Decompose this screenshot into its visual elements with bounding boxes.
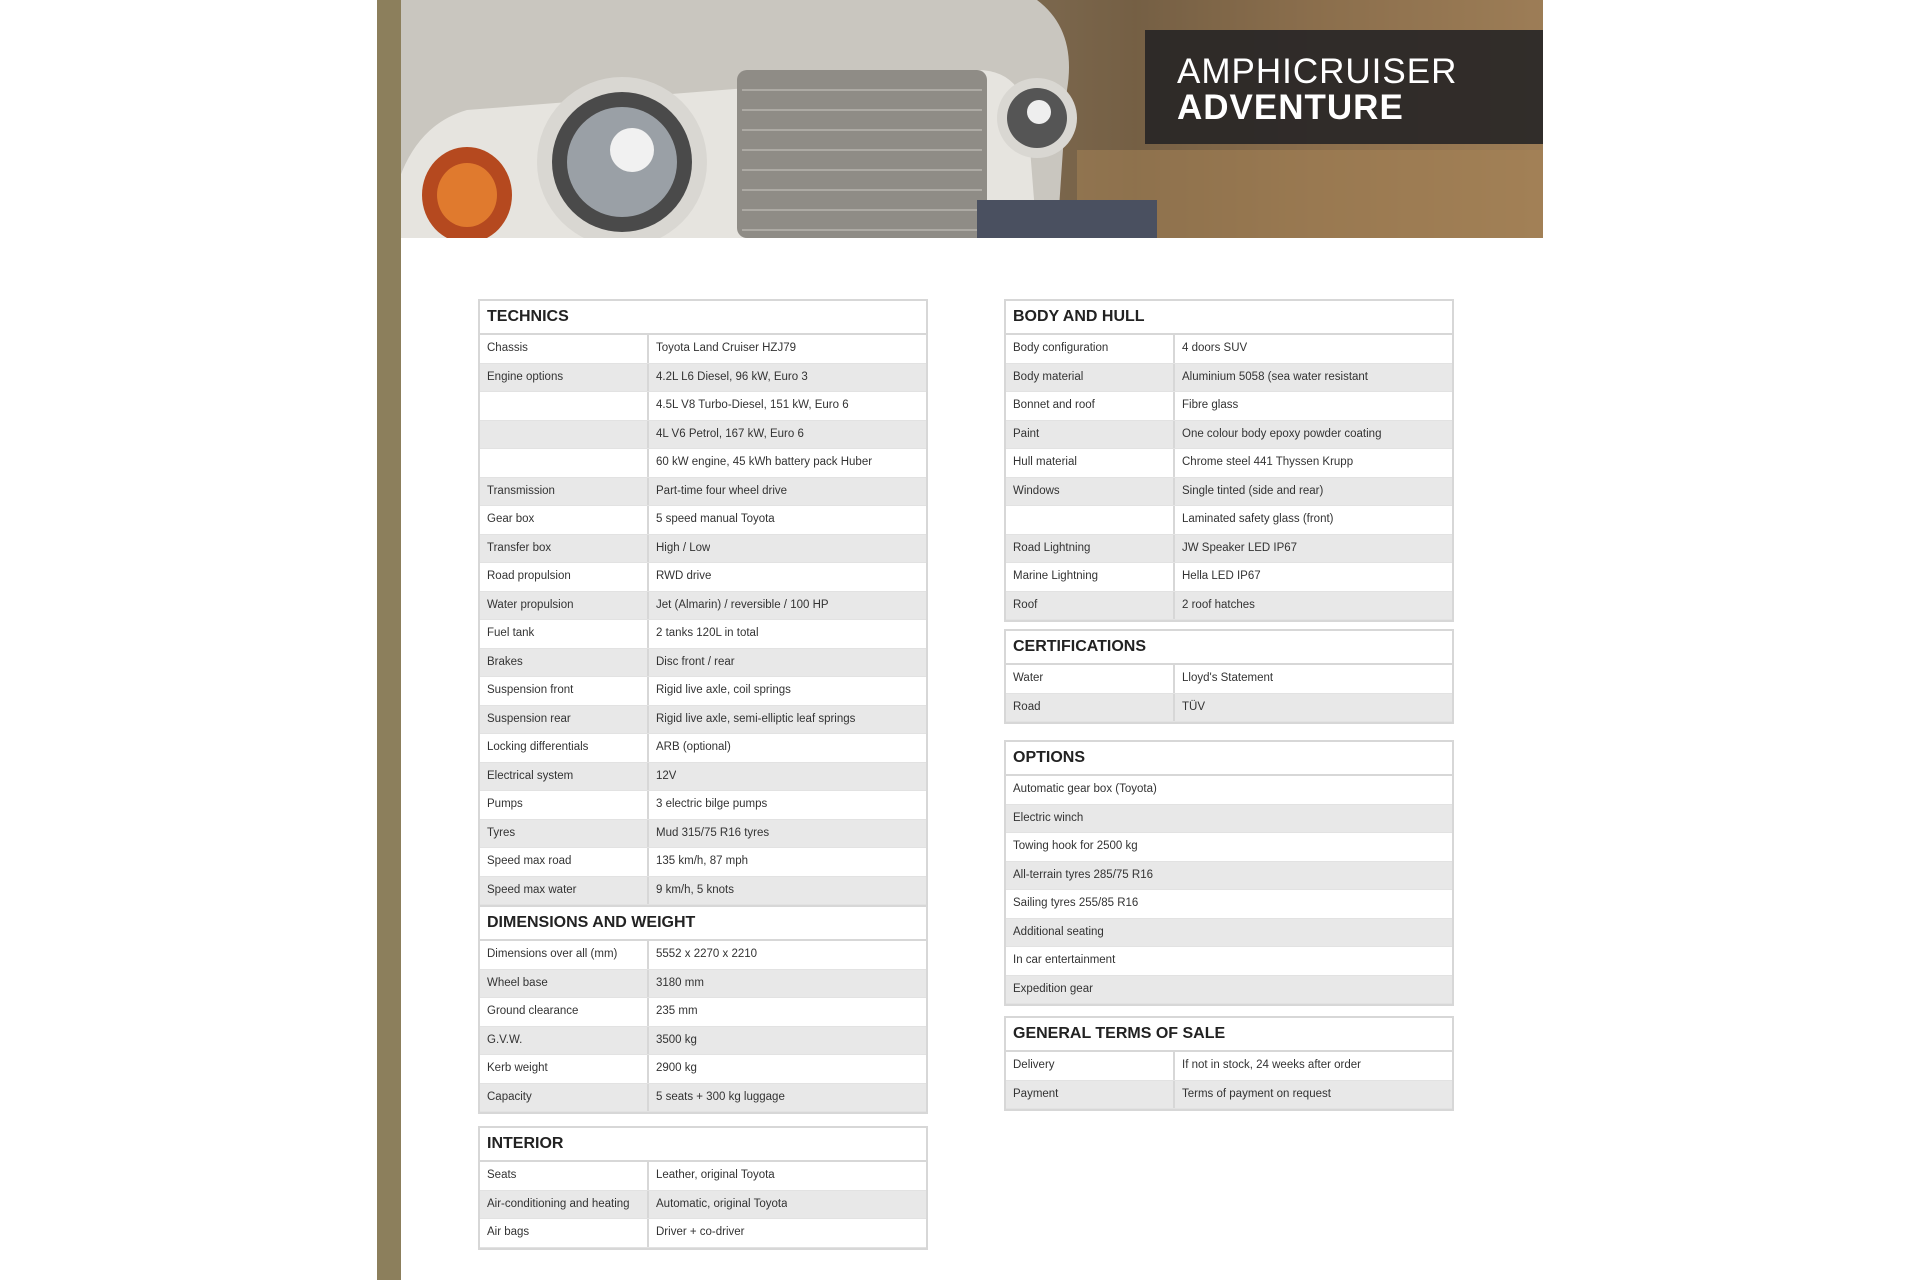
hero-image — [377, 0, 1543, 238]
row-value: Hella LED IP67 — [1182, 570, 1261, 582]
row-value: ARB (optional) — [656, 741, 731, 753]
table-row — [480, 449, 926, 478]
option-label: Electric winch — [1013, 811, 1084, 824]
row-label: Speed max road — [480, 848, 649, 876]
row-label: Transmission — [480, 478, 649, 506]
table-row — [1006, 1081, 1452, 1110]
table-row — [480, 1027, 926, 1056]
title-line-2: ADVENTURE — [1177, 88, 1404, 127]
table-row — [480, 763, 926, 792]
table-row — [1006, 364, 1452, 393]
section-heading: OPTIONS — [1006, 742, 1452, 776]
row-value: Terms of payment on request — [1182, 1087, 1331, 1100]
spec-page — [377, 0, 1543, 1280]
table-row — [1006, 1052, 1452, 1081]
table-row — [480, 1191, 926, 1220]
option-label: Automatic gear box (Toyota) — [1013, 783, 1157, 795]
row-value: 2 roof hatches — [1182, 598, 1255, 611]
row-label: Transfer box — [480, 535, 649, 563]
row-label: Locking differentials — [480, 734, 649, 762]
row-label: Capacity — [480, 1084, 649, 1112]
table-row — [480, 335, 926, 364]
row-value: Aluminium 5058 (sea water resistant — [1182, 370, 1368, 383]
row-value: 5 seats + 300 kg luggage — [656, 1090, 785, 1103]
table-row — [480, 563, 926, 592]
row-value: JW Speaker LED IP67 — [1182, 541, 1298, 554]
row-value: 235 mm — [656, 1005, 698, 1017]
technics-rows — [480, 335, 926, 905]
row-label: Water propulsion — [480, 592, 649, 620]
row-value: 12V — [656, 769, 677, 782]
interior-rows — [480, 1162, 926, 1248]
row-label: Payment — [1006, 1081, 1175, 1109]
row-label — [480, 449, 649, 477]
table-row — [480, 1162, 926, 1191]
row-value: 3500 kg — [656, 1033, 697, 1046]
table-row — [480, 649, 926, 678]
table-row — [480, 392, 926, 421]
list-item — [1006, 890, 1452, 919]
row-value: 2 tanks 120L in total — [656, 627, 759, 639]
row-label: G.V.W. — [480, 1027, 649, 1055]
table-row — [480, 706, 926, 735]
row-label: Roof — [1006, 592, 1175, 620]
row-label: Dimensions over all (mm) — [480, 941, 649, 969]
options-rows — [1006, 776, 1452, 1004]
table-row — [480, 506, 926, 535]
dimensions-rows — [480, 941, 926, 1112]
table-row — [480, 734, 926, 763]
section-interior — [478, 1126, 928, 1250]
row-label: Chassis — [480, 335, 649, 363]
row-value: 4 doors SUV — [1182, 342, 1248, 354]
row-value: Rigid live axle, coil springs — [656, 684, 791, 696]
row-value: Chrome steel 441 Thyssen Krupp — [1182, 456, 1354, 468]
list-item — [1006, 862, 1452, 891]
row-value: RWD drive — [656, 570, 712, 582]
list-item — [1006, 776, 1452, 805]
certifications-rows — [1006, 665, 1452, 722]
section-options — [1004, 740, 1454, 1006]
section-heading: GENERAL TERMS OF SALE — [1006, 1018, 1452, 1052]
row-label: Suspension rear — [480, 706, 649, 734]
section-certifications — [1004, 629, 1454, 724]
row-value: 60 kW engine, 45 kWh battery pack Huber — [656, 456, 873, 468]
table-row — [1006, 449, 1452, 478]
row-value: Laminated safety glass (front) — [1182, 513, 1334, 525]
list-item — [1006, 833, 1452, 862]
row-label: Gear box — [480, 506, 649, 534]
option-label: Expedition gear — [1013, 982, 1093, 995]
list-item — [1006, 947, 1452, 976]
table-row — [1006, 335, 1452, 364]
row-label — [1006, 506, 1175, 534]
list-item — [1006, 805, 1452, 834]
row-label: Suspension front — [480, 677, 649, 705]
row-value: Rigid live axle, semi-elliptic leaf springs — [656, 712, 856, 725]
table-row — [480, 620, 926, 649]
row-value: One colour body epoxy powder coating — [1182, 427, 1382, 440]
row-value: 135 km/h, 87 mph — [656, 855, 749, 867]
row-label: Air bags — [480, 1219, 649, 1247]
row-value: TÜV — [1182, 700, 1205, 713]
row-label: Paint — [1006, 421, 1175, 449]
side-stripe — [377, 0, 401, 1280]
row-value: If not in stock, 24 weeks after order — [1182, 1059, 1361, 1071]
row-label: Bonnet and roof — [1006, 392, 1175, 420]
row-label: Windows — [1006, 478, 1175, 506]
table-row — [1006, 665, 1452, 694]
row-label: Road propulsion — [480, 563, 649, 591]
row-label: Brakes — [480, 649, 649, 677]
row-label — [480, 421, 649, 449]
row-value: 5 speed manual Toyota — [656, 513, 775, 525]
row-value: High / Low — [656, 541, 711, 554]
row-label: Electrical system — [480, 763, 649, 791]
table-row — [480, 791, 926, 820]
body-rows — [1006, 335, 1452, 620]
title-line-1: AMPHICRUISER — [1177, 52, 1458, 91]
row-value: 4L V6 Petrol, 167 kW, Euro 6 — [656, 427, 804, 440]
row-value: Part-time four wheel drive — [656, 484, 788, 497]
row-label: Pumps — [480, 791, 649, 819]
table-row — [1006, 592, 1452, 621]
section-heading: INTERIOR — [480, 1128, 926, 1162]
table-row — [480, 421, 926, 450]
option-label: In car entertainment — [1013, 954, 1116, 966]
table-row — [1006, 392, 1452, 421]
row-value: 3180 mm — [656, 976, 704, 989]
row-value: 5552 x 2270 x 2210 — [656, 948, 758, 960]
table-row — [480, 848, 926, 877]
table-row — [480, 877, 926, 906]
table-row — [480, 478, 926, 507]
section-heading: BODY AND HULL — [1006, 301, 1452, 335]
row-value: 2900 kg — [656, 1062, 697, 1074]
row-label: Body material — [1006, 364, 1175, 392]
list-item — [1006, 919, 1452, 948]
row-value: Toyota Land Cruiser HZJ79 — [656, 342, 796, 354]
section-general-terms — [1004, 1016, 1454, 1111]
section-dimensions-weight — [478, 905, 928, 1114]
option-label: Towing hook for 2500 kg — [1013, 840, 1138, 852]
row-value: Lloyd's Statement — [1182, 672, 1274, 684]
table-row — [480, 592, 926, 621]
terms-rows — [1006, 1052, 1452, 1109]
table-row — [480, 820, 926, 849]
row-value: Disc front / rear — [656, 655, 735, 668]
row-value: 4.5L V8 Turbo-Diesel, 151 kW, Euro 6 — [656, 399, 849, 411]
option-label: All-terrain tyres 285/75 R16 — [1013, 868, 1153, 881]
row-label: Hull material — [1006, 449, 1175, 477]
row-value: Driver + co-driver — [656, 1226, 745, 1238]
row-label: Ground clearance — [480, 998, 649, 1026]
table-row — [1006, 563, 1452, 592]
section-heading: TECHNICS — [480, 301, 926, 335]
row-label: Road Lightning — [1006, 535, 1175, 563]
row-label — [480, 392, 649, 420]
row-label: Speed max water — [480, 877, 649, 905]
section-heading: CERTIFICATIONS — [1006, 631, 1452, 665]
title-box — [1145, 30, 1543, 144]
row-value: Single tinted (side and rear) — [1182, 484, 1324, 497]
table-row — [480, 535, 926, 564]
table-row — [1006, 535, 1452, 564]
table-row — [480, 364, 926, 393]
row-label: Seats — [480, 1162, 649, 1190]
row-label: Fuel tank — [480, 620, 649, 648]
list-item — [1006, 976, 1452, 1005]
table-row — [1006, 478, 1452, 507]
row-label: Water — [1006, 665, 1175, 693]
row-label: Road — [1006, 694, 1175, 722]
section-technics — [478, 299, 928, 907]
table-row — [480, 970, 926, 999]
row-value: Mud 315/75 R16 tyres — [656, 826, 770, 839]
table-row — [480, 1219, 926, 1248]
row-label: Body configuration — [1006, 335, 1175, 363]
row-value: 4.2L L6 Diesel, 96 kW, Euro 3 — [656, 370, 808, 383]
row-label: Tyres — [480, 820, 649, 848]
section-body-hull — [1004, 299, 1454, 622]
table-row — [480, 998, 926, 1027]
option-label: Sailing tyres 255/85 R16 — [1013, 897, 1139, 909]
row-label: Wheel base — [480, 970, 649, 998]
row-label: Kerb weight — [480, 1055, 649, 1083]
table-row — [480, 941, 926, 970]
table-row — [480, 1055, 926, 1084]
row-label: Engine options — [480, 364, 649, 392]
table-row — [480, 677, 926, 706]
row-value: Fibre glass — [1182, 399, 1239, 411]
table-row — [480, 1084, 926, 1113]
row-value: Automatic, original Toyota — [656, 1197, 788, 1210]
row-label: Delivery — [1006, 1052, 1175, 1080]
option-label: Additional seating — [1013, 925, 1104, 938]
row-value: Leather, original Toyota — [656, 1169, 775, 1181]
section-heading: DIMENSIONS AND WEIGHT — [480, 907, 926, 941]
row-value: 3 electric bilge pumps — [656, 798, 768, 810]
row-value: 9 km/h, 5 knots — [656, 883, 734, 896]
table-row — [1006, 694, 1452, 723]
row-value: Jet (Almarin) / reversible / 100 HP — [656, 598, 829, 611]
row-label: Marine Lightning — [1006, 563, 1175, 591]
row-label: Air-conditioning and heating — [480, 1191, 649, 1219]
table-row — [1006, 506, 1452, 535]
table-row — [1006, 421, 1452, 450]
